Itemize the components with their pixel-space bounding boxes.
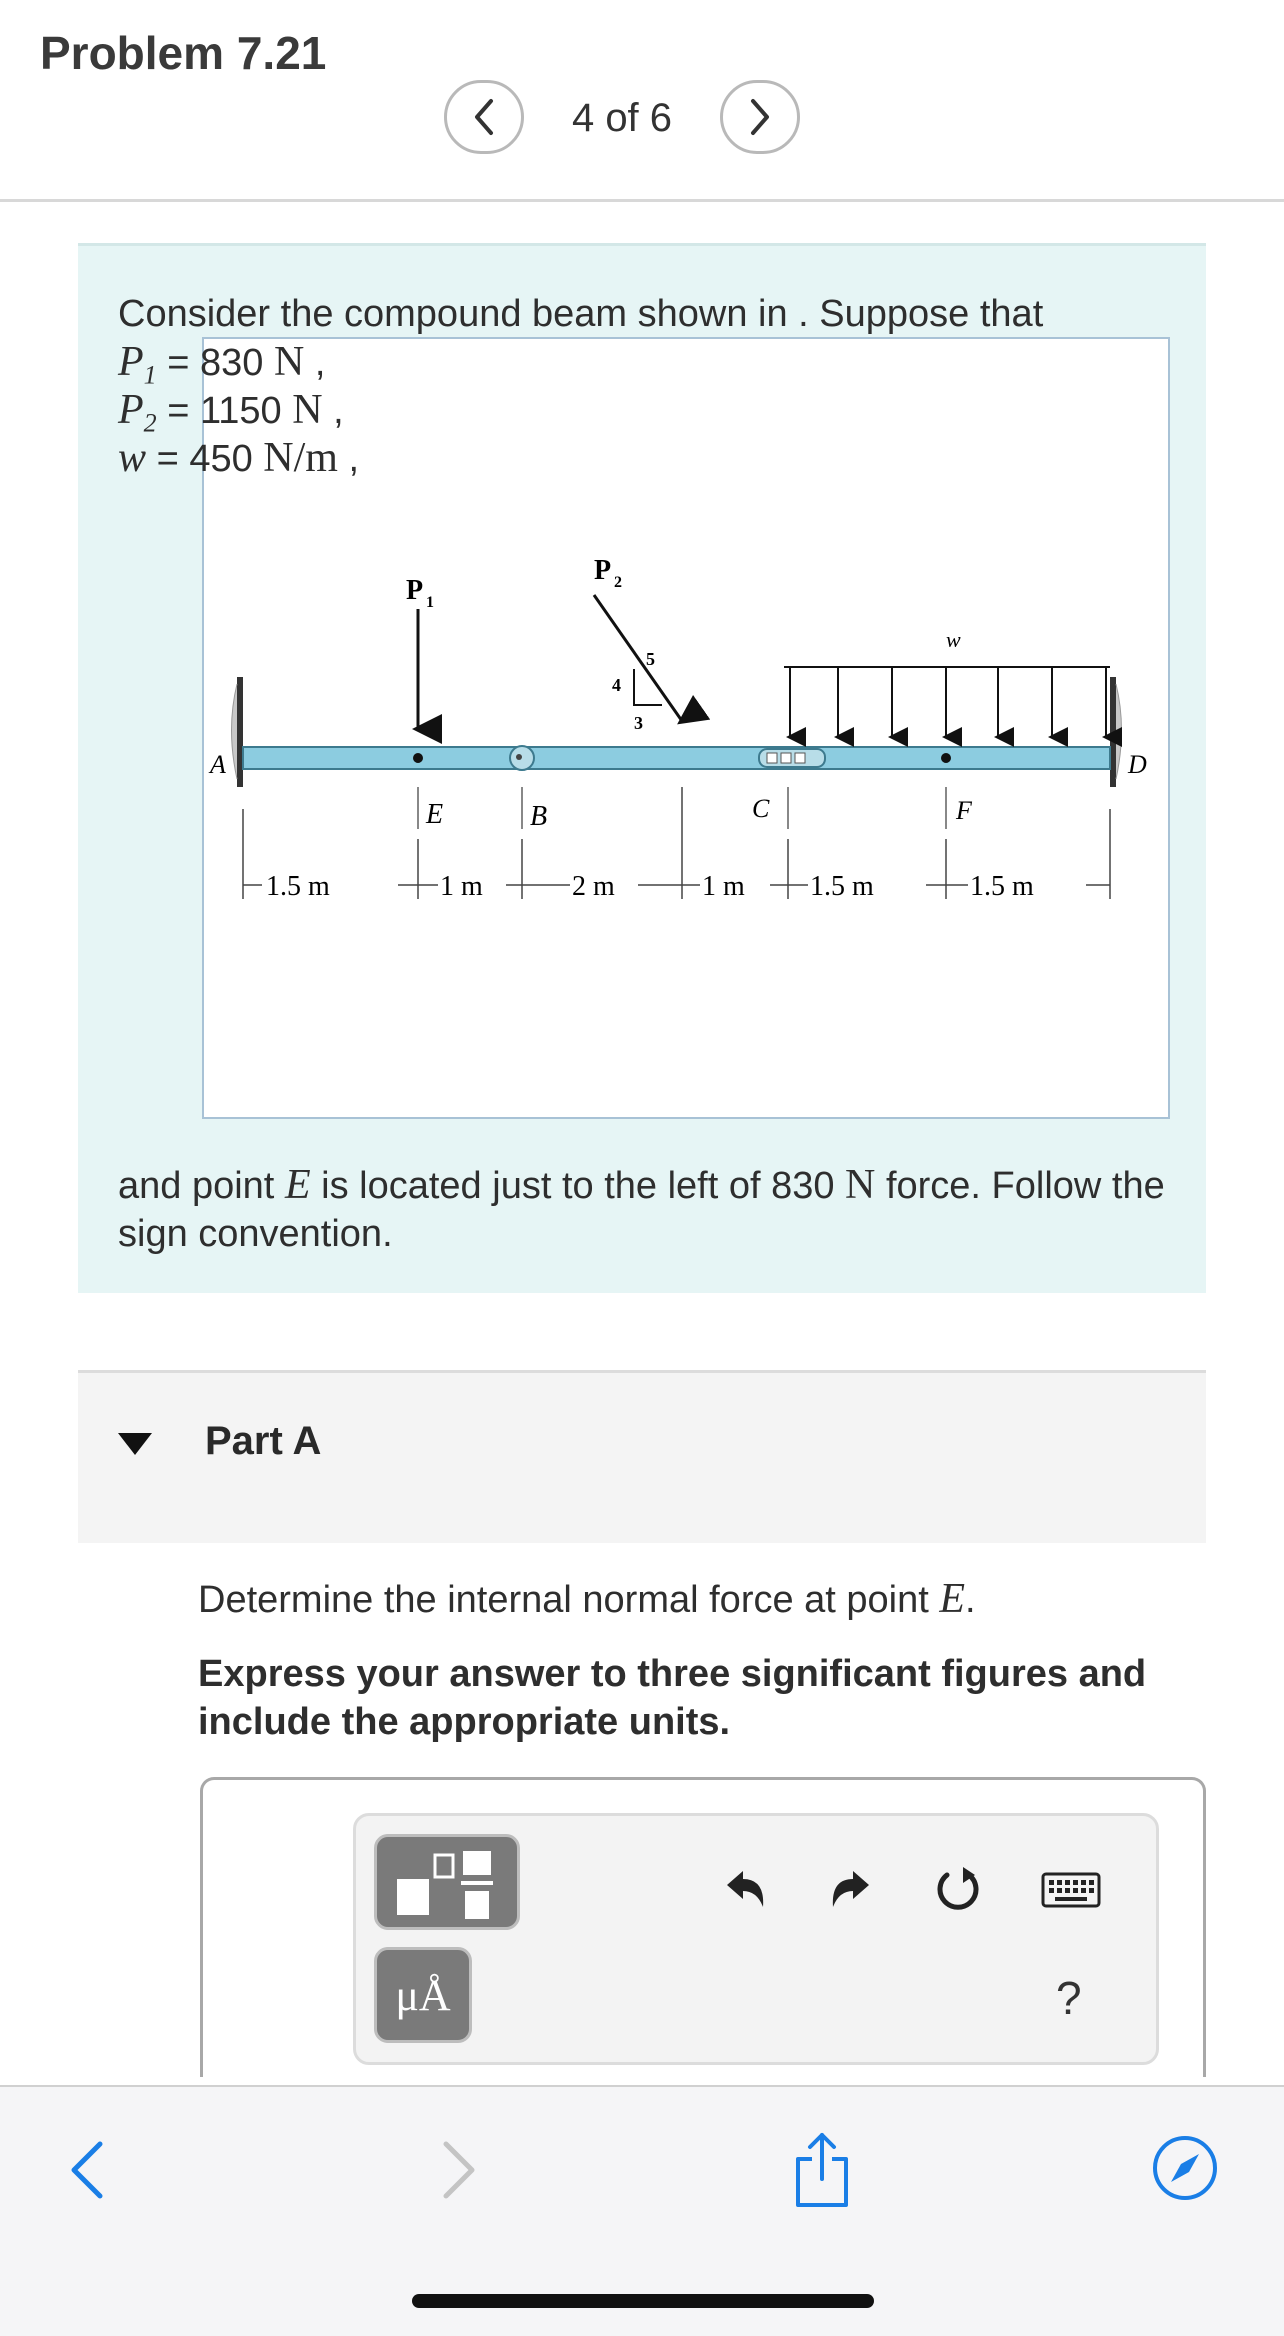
part-instruction: Express your answer to three significant figures and include the appropriate units. — [198, 1653, 1147, 1743]
undo-button[interactable] — [716, 1860, 776, 1920]
share-icon — [792, 2129, 852, 2209]
next-problem-button[interactable] — [720, 80, 800, 154]
part-a-header[interactable] — [78, 1373, 1206, 1543]
keyboard-icon — [1041, 1872, 1101, 1908]
caret-down-icon — [118, 1433, 152, 1455]
compass-icon — [1151, 2134, 1219, 2202]
answer-box — [200, 1777, 1206, 2077]
share-button[interactable] — [790, 2127, 854, 2211]
help-button[interactable]: ? — [1056, 1972, 1082, 2024]
part-question: Determine the internal normal force at point E. — [198, 1576, 976, 1622]
units-button[interactable] — [374, 1947, 472, 2043]
answer-toolbar — [353, 1813, 1159, 2065]
problem-intro: Consider the compound beam shown in . Suppose that — [118, 293, 1044, 335]
keyboard-button[interactable] — [1036, 1860, 1106, 1920]
chevron-right-icon — [745, 97, 775, 137]
browser-back-button[interactable] — [60, 2135, 114, 2205]
label-e: E — [426, 799, 444, 830]
dim-6: 1.5 m — [970, 871, 1034, 902]
p1-label: P — [406, 575, 424, 606]
reset-icon — [933, 1865, 983, 1915]
p2-arrow — [594, 595, 682, 721]
distributed-load — [790, 667, 1106, 737]
problem-continuation: and point E is located just to the left of 830 N force. Follow the sign convention. — [118, 1162, 1165, 1255]
problem-pager — [444, 80, 800, 158]
label-a: A — [210, 750, 226, 779]
problem-statement — [78, 243, 1206, 1293]
dim-3: 2 m — [572, 871, 615, 902]
compass-button[interactable] — [1150, 2133, 1220, 2203]
var-p2: $P_2 = 1150$ N , — [118, 387, 344, 438]
undo-icon — [723, 1867, 769, 1913]
p2-label: P — [594, 555, 612, 586]
previous-problem-button[interactable] — [444, 80, 524, 154]
slope-3: 3 — [634, 713, 643, 733]
label-c: C — [752, 794, 770, 823]
part-label: Part A — [205, 1419, 322, 1463]
label-f: F — [956, 796, 972, 825]
templates-button[interactable] — [374, 1834, 520, 1930]
hinge-b — [510, 746, 534, 770]
dim-5: 1.5 m — [810, 871, 874, 902]
var-p1: $P_1 = 830$ N , — [118, 339, 326, 390]
left-wall — [237, 677, 243, 787]
p2-sub: 2 — [614, 574, 622, 591]
var-w: w = 450 N/m , — [118, 435, 360, 481]
back-chevron-icon — [70, 2141, 104, 2199]
dim-1: 1.5 m — [266, 871, 330, 902]
redo-icon — [827, 1867, 873, 1913]
w-label: w — [946, 627, 961, 652]
units-icon: μÅ — [395, 1971, 451, 2020]
label-d: D — [1128, 750, 1147, 779]
slope-4: 4 — [612, 675, 621, 695]
home-indicator — [412, 2294, 874, 2308]
redo-button[interactable] — [820, 1860, 880, 1920]
dim-4: 1 m — [702, 871, 745, 902]
dim-2: 1 m — [440, 871, 483, 902]
templates-icon — [377, 1837, 523, 1933]
slope-5: 5 — [646, 649, 655, 669]
browser-forward-button[interactable] — [432, 2135, 486, 2205]
reset-button[interactable] — [928, 1860, 988, 1920]
page-title: Problem 7.21 — [40, 27, 327, 79]
forward-chevron-icon — [442, 2141, 476, 2199]
beam — [243, 747, 1110, 769]
pager-count: 4 of 6 — [571, 96, 673, 140]
label-b: B — [530, 801, 548, 832]
chevron-left-icon — [469, 97, 499, 137]
header-divider — [0, 199, 1284, 202]
right-wall — [1110, 677, 1116, 787]
p1-sub: 1 — [426, 594, 434, 611]
